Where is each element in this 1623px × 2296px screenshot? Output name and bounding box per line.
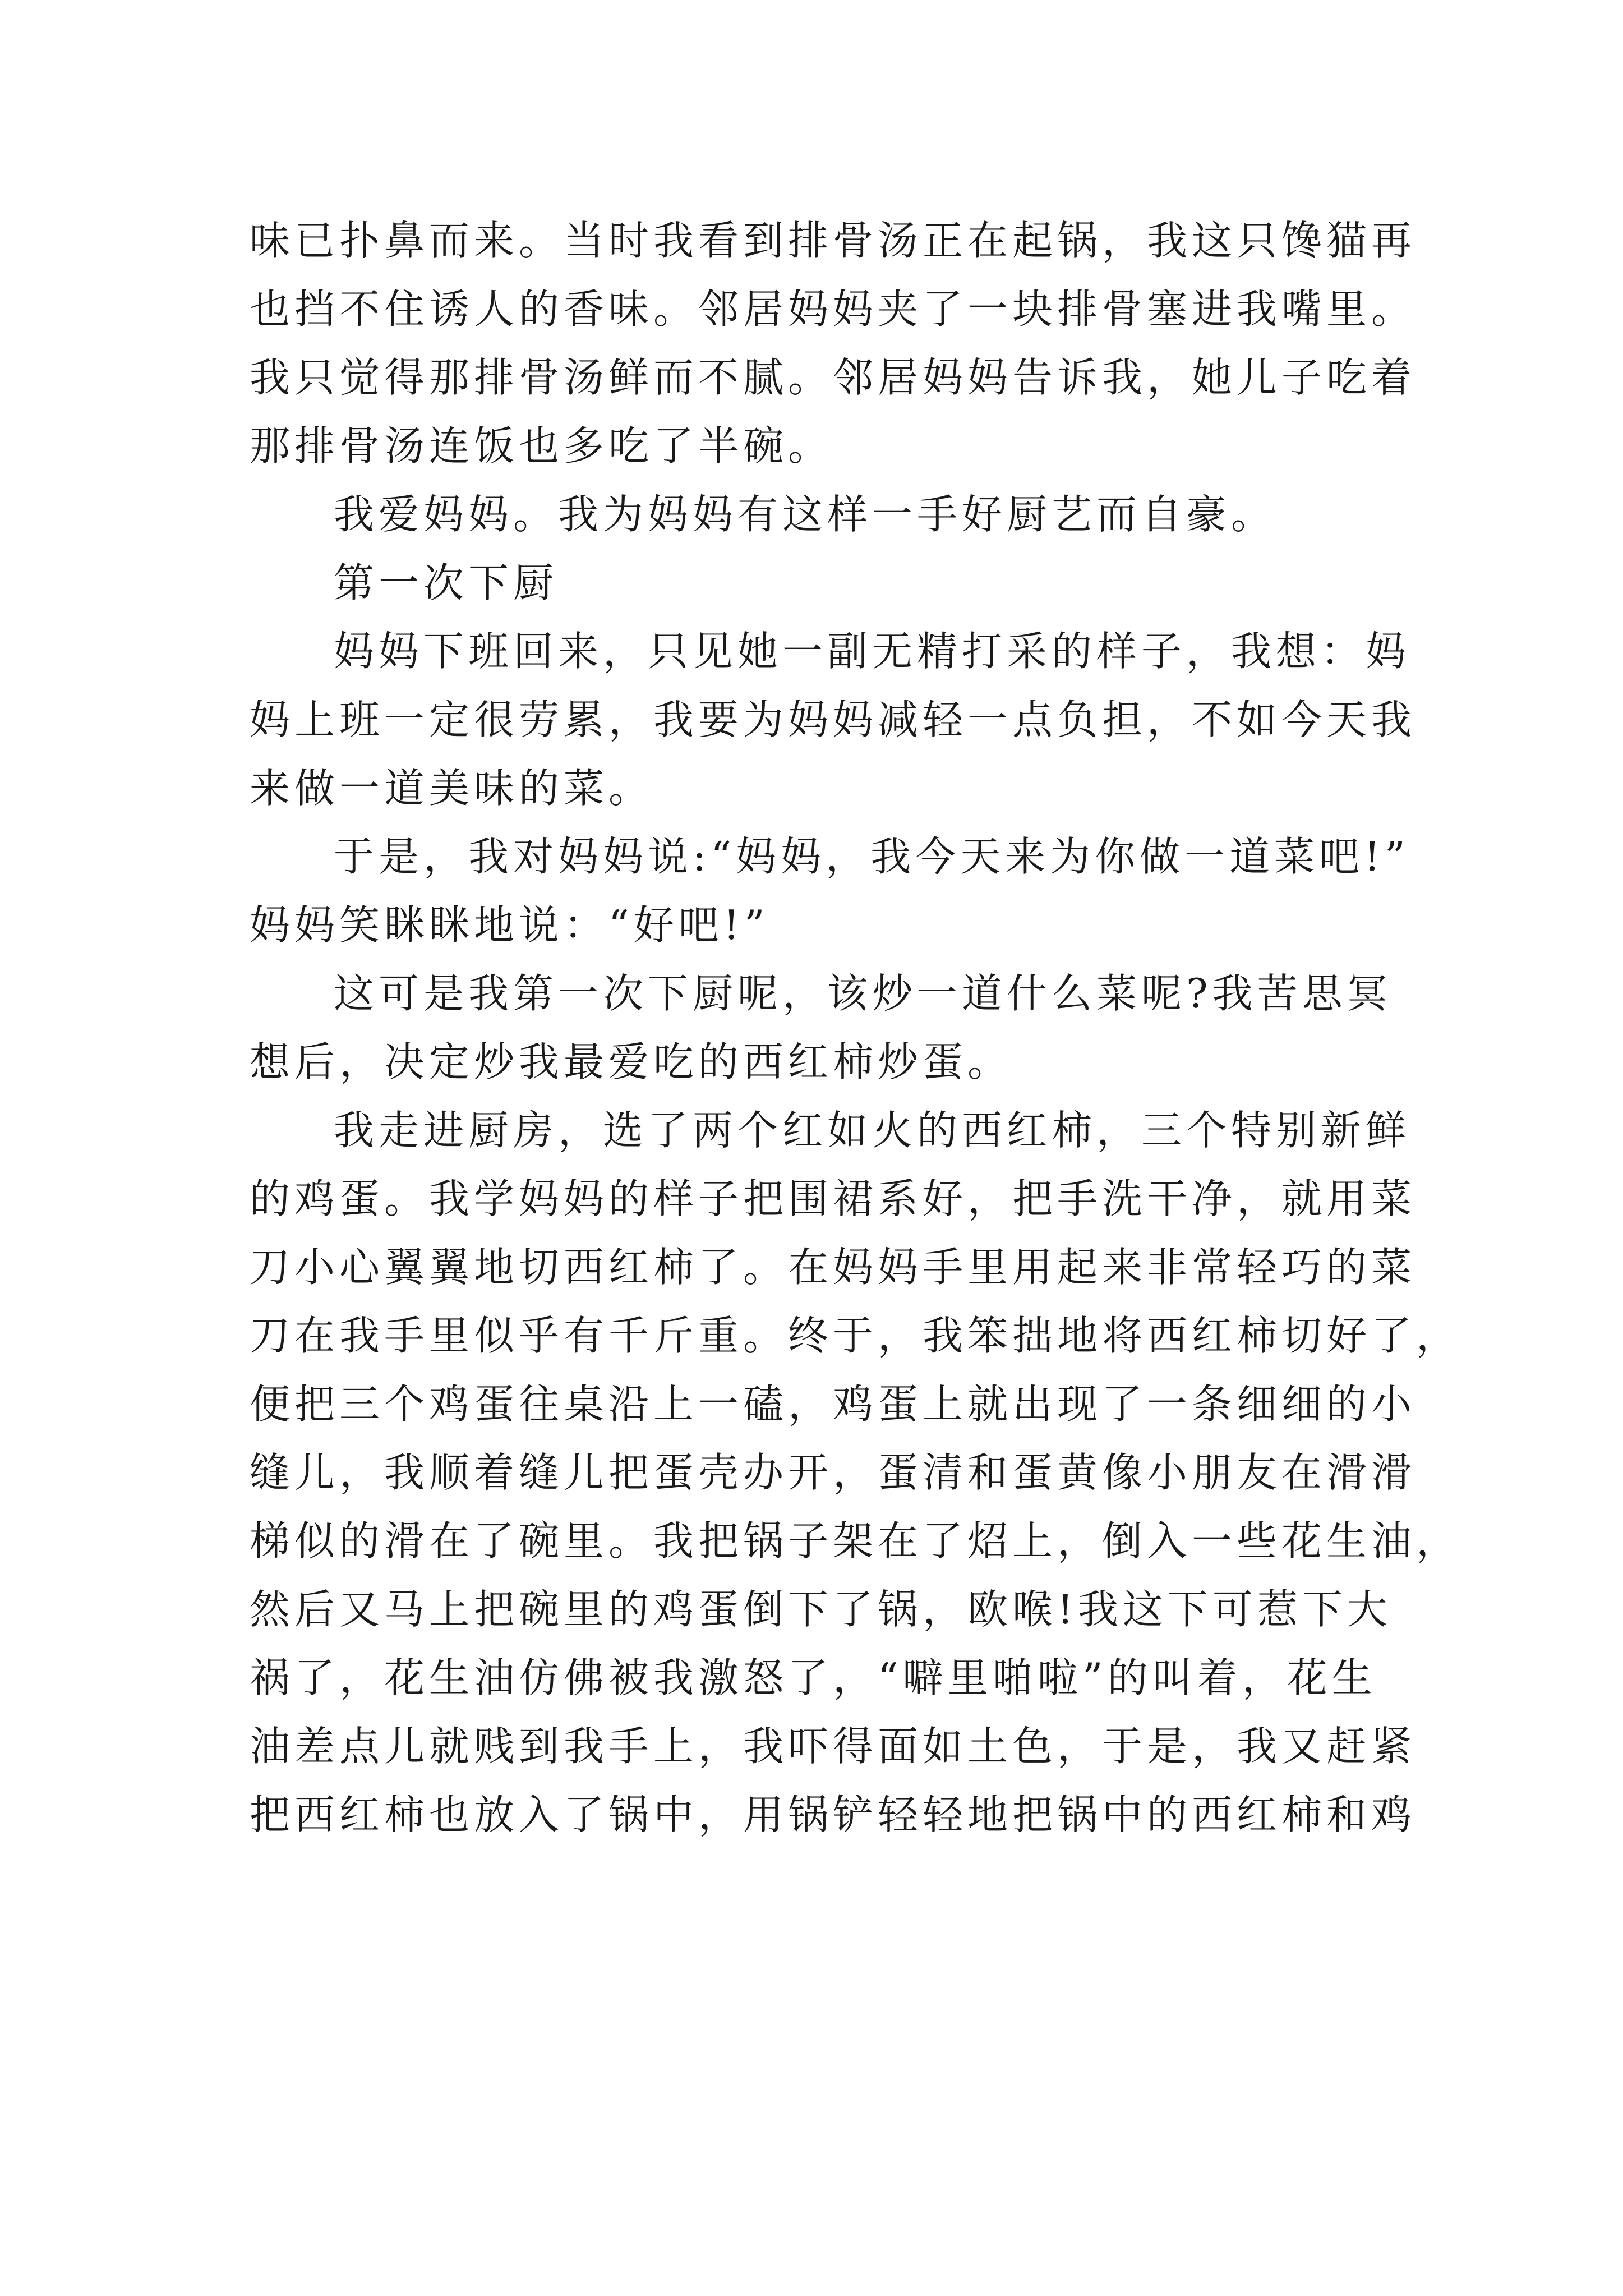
section-heading: 第一次下厨 (334, 559, 559, 606)
text-line: 妈妈下班回来，只见她一副无精打采的样子，我想：妈 (334, 628, 1411, 675)
text-line: 我爱妈妈。我为妈妈有这样一手好厨艺而自豪。 (334, 491, 1276, 538)
text-line: 于是，我对妈妈说:“妈妈，我今天来为你做一道菜吧!” (334, 833, 1410, 880)
text-line: 来做一道美味的菜。 (250, 765, 654, 812)
text-line: 味已扑鼻而来。当时我看到排骨汤正在起锅，我这只馋猫再 (250, 217, 1417, 264)
text-line: 便把三个鸡蛋往桌沿上一磕，鸡蛋上就出现了一条细细的小 (250, 1381, 1417, 1428)
text-line: 把西红柿也放入了锅中，用锅铲轻轻地把锅中的西红柿和鸡 (250, 1791, 1417, 1838)
text-line: 想后，决定炒我最爱吃的西红柿炒蛋。 (250, 1038, 1013, 1085)
text-line: 妈妈笑眯眯地说：“好吧!” (250, 901, 769, 949)
body-text (250, 206, 1461, 1849)
text-line: 那排骨汤连饭也多吃了半碗。 (250, 422, 833, 470)
text-line: 妈上班一定很劳累，我要为妈妈减轻一点负担，不如今天我 (250, 696, 1417, 743)
text-line: 刀在我手里似乎有千斤重。终于，我笨拙地将西红柿切好了， (250, 1312, 1461, 1359)
text-line: 这可是我第一次下厨呢，该炒一道什么菜呢?我苦思冥 (334, 970, 1392, 1017)
text-line: 也挡不住诱人的香味。邻居妈妈夹了一块排骨塞进我嘴里。 (250, 286, 1417, 333)
text-line: 油差点儿就贱到我手上，我吓得面如土色，于是，我又赶紧 (250, 1723, 1417, 1770)
text-line: 的鸡蛋。我学妈妈的样子把围裙系好，把手洗干净，就用菜 (250, 1175, 1417, 1222)
text-line: 我只觉得那排骨汤鲜而不腻。邻居妈妈告诉我，她儿子吃着 (250, 354, 1417, 401)
text-line: 缝儿，我顺着缝儿把蛋壳办开，蛋清和蛋黄像小朋友在滑滑 (250, 1449, 1417, 1496)
text-line: 梯似的滑在了碗里。我把锅子架在了炤上，倒入一些花生油， (250, 1517, 1461, 1565)
text-line: 刀小心翼翼地切西红柿了。在妈妈手里用起来非常轻巧的菜 (250, 1244, 1417, 1291)
text-line: 然后又马上把碗里的鸡蛋倒下了锅，欧喉!我这下可惹下大 (250, 1586, 1392, 1633)
text-line: 祸了，花生油仿佛被我激怒了，“噼里啪啦”的叫着，花生 (250, 1654, 1377, 1701)
text-line: 我走进厨房，选了两个红如火的西红柿，三个特别新鲜 (334, 1107, 1411, 1154)
